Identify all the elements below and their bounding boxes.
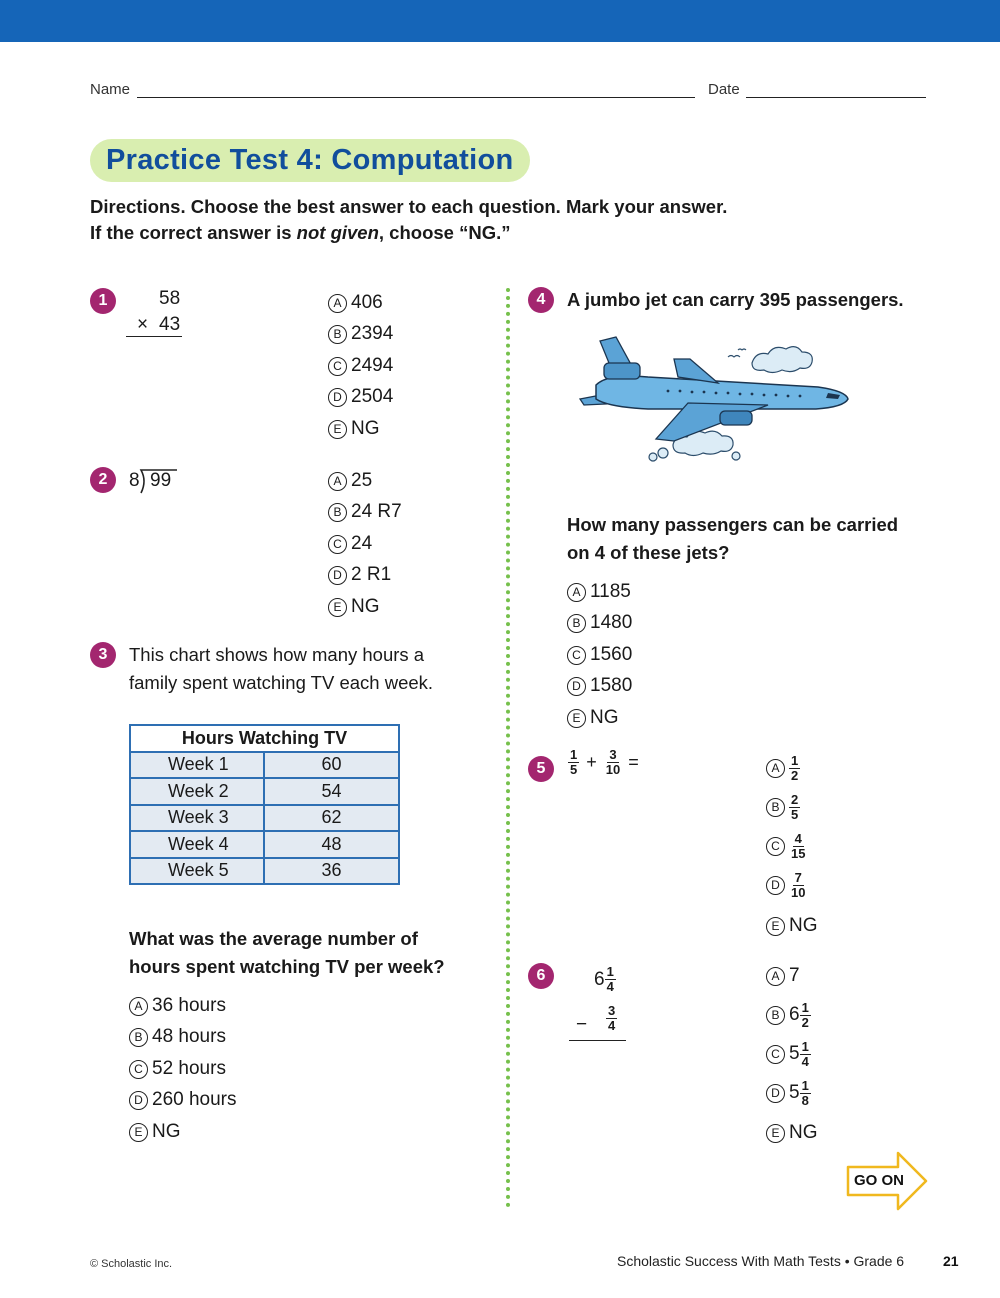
book-title: Scholastic Success With Math Tests • Grade 6 [617,1253,905,1269]
q3-option-c[interactable]: C 52 hours [129,1057,226,1081]
answer-bubble[interactable]: D [766,876,785,895]
q4-option-a[interactable]: A 1185 [567,580,631,604]
q1-option-a[interactable]: A 406 [328,291,383,315]
q6-option-b[interactable]: B 6 $\frac{1}{2}$ [766,1003,811,1027]
q6-option-c[interactable]: C 5 $\frac{1}{4}$ [766,1042,811,1066]
answer-bubble[interactable]: E [328,420,347,439]
q3-intro: This chart shows how many hours a family spent watching TV each week. [129,644,434,693]
q5-option-c[interactable] [766,830,807,861]
q6-option-a[interactable]: A 7 [766,964,800,988]
answer-bubble[interactable]: A [567,583,586,602]
go-on-label: GO ON [854,1172,905,1189]
answer-bubble[interactable]: C [328,535,347,554]
copyright: © Scholastic Inc. [90,1258,173,1270]
fraction: $\frac{7}{10}$ [791,869,806,900]
q4-option-c[interactable]: C 1560 [567,643,632,667]
q6-answer-line [569,1040,626,1041]
q2-dividend: 99 [150,470,172,491]
question-4-number: 4 [528,287,554,313]
answer-bubble[interactable]: D [129,1091,148,1110]
fraction: $\frac{1}{2}$ [791,752,799,783]
answer-bubble[interactable]: A [129,997,148,1016]
table-row: Week 2 54 [130,778,399,805]
question-5-number: 5 [528,756,554,782]
answer-bubble[interactable]: C [567,646,586,665]
answer-bubble[interactable]: E [766,917,785,936]
question-2-number: 2 [90,467,116,493]
fraction: $\frac{1}{4}$ [801,1038,809,1069]
answer-bubble[interactable]: C [129,1060,148,1079]
fraction: $\frac{4}{15}$ [791,830,806,861]
answer-bubble[interactable]: C [766,1045,785,1064]
q5-option-e[interactable]: E NG [766,914,818,938]
q1-bottom-operand: 43 [159,314,181,335]
directions [90,194,727,246]
fraction: $\frac{2}{5}$ [791,791,799,822]
page-number: 21 [943,1253,959,1269]
fraction: $\frac{1}{2}$ [801,999,809,1030]
answer-bubble[interactable]: D [567,677,586,696]
table-row: Week 1 60 [130,752,399,779]
question-1-number: 1 [90,288,116,314]
fraction: $\frac{3}{4}$ [608,1003,616,1033]
date-label: Date [708,81,740,98]
q2-option-b[interactable]: B 24 R7 [328,500,402,524]
answer-bubble[interactable]: B [766,1006,785,1025]
page-title-banner [90,139,530,182]
q5-option-a[interactable] [766,752,800,783]
date-field-line[interactable] [746,97,926,98]
column-divider [506,288,510,1208]
q2-divisor: 8 [129,470,140,491]
answer-bubble[interactable]: B [129,1028,148,1047]
table-row: Week 4 48 [130,831,399,858]
q6-bottom-fraction [606,1004,617,1033]
q6-option-e[interactable]: E NG [766,1121,818,1145]
answer-bubble[interactable]: A [328,294,347,313]
table-row: Week 5 36 [130,858,399,885]
answer-bubble[interactable]: A [766,759,785,778]
q4-option-e[interactable]: E NG [567,706,619,730]
q6-top-mixed-number: 6 $\frac{1}{4}$ [594,964,614,994]
answer-bubble[interactable]: D [328,566,347,585]
directions-line-2: If the correct answer is not given, choose “NG.” [90,222,511,243]
q2-option-c[interactable]: C 24 [328,532,372,556]
q3-question: What was the average number of hours spent watching TV per week? [129,928,445,977]
answer-bubble[interactable]: E [766,1124,785,1143]
answer-bubble[interactable]: B [567,614,586,633]
q5-option-b[interactable] [766,791,800,822]
q3-option-b[interactable]: B 48 hours [129,1025,226,1049]
q6-option-d[interactable]: D 5 $\frac{1}{8}$ [766,1081,811,1105]
top-color-bar [0,0,1000,42]
q4-question: How many passengers can be carried on 4 of these jets? [567,514,899,563]
answer-bubble[interactable]: D [328,388,347,407]
tv-hours-table [129,724,400,885]
q2-option-a[interactable]: A 25 [328,469,372,493]
answer-bubble[interactable]: B [328,325,347,344]
answer-bubble[interactable]: C [766,837,785,856]
answer-bubble[interactable]: E [129,1123,148,1142]
fraction: $\frac{3}{10}$ [605,747,621,777]
fraction: $\frac{1}{8}$ [801,1077,809,1108]
directions-line-1: Directions. Choose the best answer to each question. Mark your answer. [90,196,728,217]
answer-bubble[interactable]: B [766,798,785,817]
name-label: Name [90,81,131,98]
fraction: $\frac{1}{5}$ [570,747,578,777]
q4-option-b[interactable]: B 1480 [567,611,632,635]
q1-option-b[interactable]: B 2394 [328,322,393,346]
q5-expression: $\frac{1}{5}$ + $\frac{3}{10}$ = [570,747,639,777]
jumbo-jet-illustration [578,333,853,468]
q4-intro: A jumbo jet can carry 395 passengers. [567,289,904,310]
answer-bubble[interactable]: D [766,1084,785,1103]
page-title: Practice Test 4: Computation [106,144,514,176]
q1-answer-line [126,336,182,337]
q5-option-d[interactable] [766,869,807,900]
q1-option-d[interactable]: D 2504 [328,385,393,409]
q1-option-e[interactable]: E NG [328,417,380,441]
q3-option-a[interactable]: A 36 hours [129,994,226,1018]
q1-option-c[interactable]: C 2494 [328,354,393,378]
q2-option-e[interactable]: E NG [328,595,380,619]
q6-minus: − [576,1014,588,1035]
q3-option-e[interactable]: E NG [129,1120,181,1144]
question-3-number: 3 [90,642,116,668]
q3-option-d[interactable]: D 260 hours [129,1088,237,1112]
fraction: $\frac{1}{4}$ [606,964,614,994]
q1-top-operand: 58 [159,288,181,309]
answer-bubble[interactable]: B [328,503,347,522]
name-field-line[interactable] [137,97,695,98]
answer-bubble[interactable]: A [328,472,347,491]
table-title: Hours Watching TV [130,725,399,752]
question-6-number: 6 [528,963,554,989]
answer-bubble[interactable]: E [328,598,347,617]
answer-bubble[interactable]: E [567,709,586,728]
table-row: Week 3 62 [130,805,399,832]
q4-option-d[interactable]: D 1580 [567,674,632,698]
answer-bubble[interactable]: C [328,357,347,376]
answer-bubble[interactable]: A [766,967,785,986]
q2-option-d[interactable]: D 2 R1 [328,563,391,587]
q1-operator: × [137,314,149,335]
